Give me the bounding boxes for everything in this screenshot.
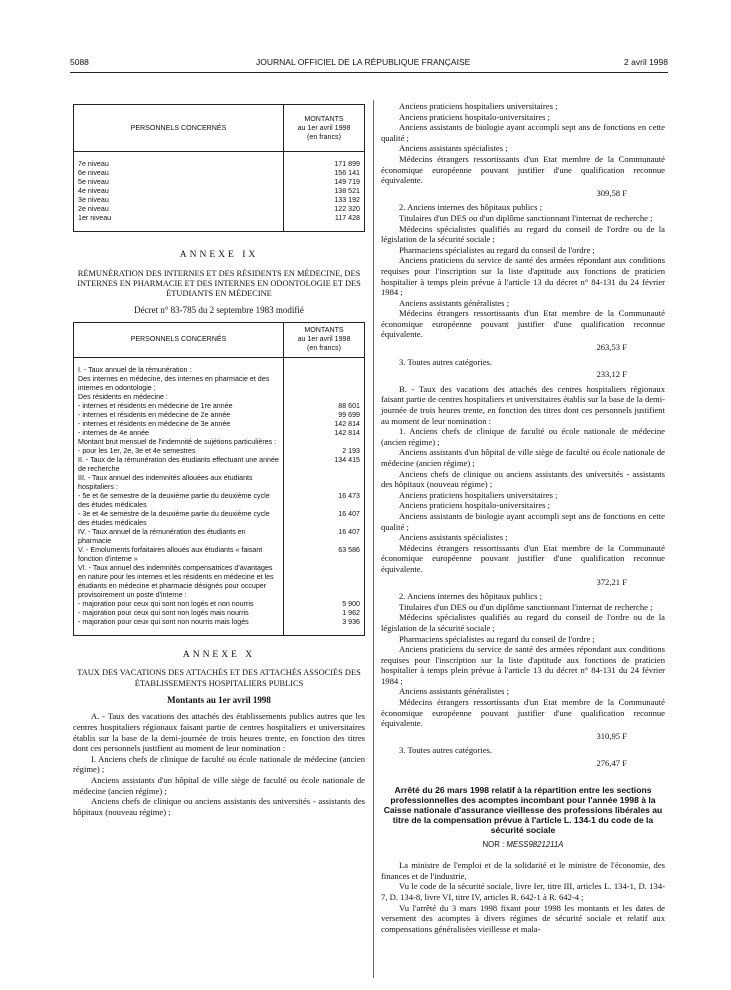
row-amount [284,393,365,402]
left-column [73,104,365,817]
paragraph: A. - Taux des vacations des attachés des établissements publics autres que les centres hospitaliers régionaux faisant partie de centres hospitaliers et universitaires établis sur la base de la demi-journée de trois heures trente, en fonction des titres dont ces personnels justifient au moment de leur nomination : [73,711,365,754]
annex-10-title: ANNEXE X [182,649,256,660]
paragraph: 3. Toutes autres catégories. [399,745,493,756]
page-number: 5088 [70,57,89,67]
row-amount [284,366,365,375]
paragraph: Médecins spécialistes qualifiés au regard du conseil de l'ordre ou de la législation de la sécurité sociale ; [381,612,665,633]
table-row [74,205,365,214]
row-label: - internes de 4e année [74,429,284,438]
table-header-montants: MONTANTS au 1er avril 1998 (en francs) [284,322,365,357]
paragraph: Médecins étrangers ressortissants d'un Etat membre de la Communauté économique européenne pouvant justifier d'une qualification reconnue équivalente. [381,153,665,186]
paragraph: I. Anciens chefs de clinique de faculté ou école nationale de médecine (ancien régime) ; [73,753,365,775]
spacer-cell [74,357,284,366]
row-label: - internes et résidents en médecine de 2e année [74,411,284,420]
nor-code: MESS9821211A [506,839,564,849]
paragraph: Anciens chefs de clinique ou anciens assistants des universités - assistants des hôpitaux (nouveau régime) ; [381,468,665,490]
table-row [74,402,365,411]
table-header-personnel: PERSONNELS CONCERNÉS [74,322,284,357]
row-amount: 171 899 [284,160,365,169]
spacer-cell [74,223,284,232]
row-label: I. - Taux annuel de la rémunération : [74,366,284,375]
paragraph: Titulaires d'un DES ou d'un diplôme sanctionnant l'internat de recherche ; [399,212,653,223]
row-label: II. - Taux de la rémunération des étudiants effectuant une année de recherche [74,456,284,474]
row-label: - majoration pour ceux qui sont non logés mais nourris [74,609,284,618]
spacer-cell [284,152,365,161]
spacer-cell [74,152,284,161]
annex-10-subtitle: TAUX DES VACATIONS DES ATTACHÉS ET DES ATTACHÉS ASSOCIÉS DES ÉTABLISSEMENTS HOSPITALIERS PUBLICS [77,668,361,688]
table-row [74,600,365,609]
row-label: 5e niveau [74,178,284,187]
paragraph: 1. Anciens chefs de clinique de faculté ou école nationale de médecine (ancien régime) ; [381,426,665,447]
annex-10-text [73,711,365,817]
paragraph: 2. Anciens internes des hôpitaux publics ; [399,591,542,602]
table-header-montants: MONTANTS au 1er avril 1998 (en francs) [284,105,365,152]
row-label: IV. - Taux annuel de la rémunération des étudiants en pharmacie [74,528,284,546]
row-amount [284,564,365,600]
row-label: 4e niveau [74,187,284,196]
table-row [74,393,365,402]
header-rule [70,72,668,73]
paragraph: La ministre de l'emploi et de la solidarité et le ministre de l'économie, des finances et de l'industrie, [381,860,665,881]
table-row [74,438,365,447]
annex-10-continued [381,101,665,769]
row-label: 6e niveau [74,169,284,178]
row-label: 2e niveau [74,205,284,214]
row-amount: 1 962 [284,609,365,618]
row-amount: 88 601 [284,402,365,411]
paragraph: Anciens assistants généralistes ; [399,297,510,308]
right-column [381,101,665,934]
column-divider [373,100,374,978]
paragraph: Anciens praticiens hospitalo-universitaires ; [399,111,551,122]
spacer-cell [74,627,284,636]
paragraph: Vu l'arrêté du 3 mars 1998 fixant pour 1998 les montants et les dates de versement des acomptes à divers régimes de sécurité sociale et relatif aux compensations généralisées vieillesse et mala- [381,902,665,934]
row-label: - internes et résidents en médecine de 1re année [74,402,284,411]
row-label: Montant brut mensuel de l'indemnité de sujétions particulières : [74,438,284,447]
table-row [74,187,365,196]
paragraph: Anciens assistants généralistes ; [399,686,510,697]
remuneration-table [73,322,365,636]
table-spacer [74,627,365,636]
table-row [74,510,365,528]
row-label: - internes et résidents en médecine de 3e année [74,420,284,429]
paragraph: Anciens praticiens hospitaliers universitaires ; [399,489,558,500]
row-amount: 142 814 [284,420,365,429]
paragraph: Titulaires d'un DES ou d'un diplôme sanctionnant l'internat de recherche ; [399,601,653,612]
table-row [74,366,365,375]
table-row [74,609,365,618]
nor-reference [381,840,665,851]
table-spacer [74,223,365,232]
row-amount: 134 415 [284,456,365,474]
row-amount: 16 407 [284,510,365,528]
table-row [74,420,365,429]
paragraph: Anciens praticiens hospitaliers universitaires ; [399,101,558,111]
row-label: V. - Emoluments forfaitaires alloués aux étudiants « faisant fonction d'interne » [74,546,284,564]
paragraph: 2. Anciens internes des hôpitaux publics ; [399,202,542,213]
table-row [74,375,365,393]
row-label: III. - Taux annuel des indemnités allouées aux étudiants hospitaliers : [74,474,284,492]
table-row [74,456,365,474]
row-amount: 156 141 [284,169,365,178]
table-row [74,411,365,420]
paragraph: B. - Taux des vacations des attachés des centres hospitaliers régionaux faisant partie de centres hospitaliers et universitaires établis sur la base de la demi-journée de trois heures trente, en fonction des titres dont ces personnels justifient au moment de leur nomination : [381,383,665,426]
table-spacer [74,357,365,366]
row-amount: 149 719 [284,178,365,187]
paragraph: Vu le code de la sécurité sociale, livre Ier, titre III, articles L. 134-1, D. 134-7, D. 134-8, livre VI, titre IV, articles R. 642-1 à R. 642-4 ; [381,881,665,903]
spacer-cell [284,627,365,636]
paragraph: Anciens assistants spécialistes ; [399,532,508,543]
row-label: Des résidents en médecine : [74,393,284,402]
nor-label: NOR : [482,839,505,849]
table-spacer [74,152,365,161]
rate-amount: 263,53 F [596,342,627,353]
table-row [74,169,365,178]
table-row [74,528,365,546]
row-label: VI. - Taux annuel des indemnités compensatrices d'avantages en nature pour les internes et les résidents en médecine et les étudiants en médecine et pharmacie désignés pour occuper provisoirement un poste d'interne : [74,564,284,600]
row-label: - majoration pour ceux qui sont non logés et non nourris [74,600,284,609]
paragraph: Anciens assistants de biologie ayant accompli sept ans de fonctions en cette qualité ; [381,510,665,532]
issue-date: 2 avril 1998 [624,57,668,67]
paragraph: Anciens praticiens du service de santé des armées répondant aux conditions requises pour l'inscription sur la liste d'aptitude aux fonctions de praticien hospitalier à temps plein prévue à l'article 13 du décret n° 84-131 du 24 février 1984 ; [381,644,665,686]
rate-amount: 372,21 F [596,576,627,587]
paragraph: Anciens assistants d'un hôpital de ville siège de faculté ou école nationale de médecine (ancien régime) ; [381,447,665,468]
row-label: 3e niveau [74,196,284,205]
salary-levels-table [73,104,365,232]
paragraph: Anciens assistants d'un hôpital de ville siège de faculté ou école nationale de médecine (ancien régime) ; [73,774,365,796]
rate-amount: 276,47 F [596,758,627,769]
row-amount: 63 586 [284,546,365,564]
row-amount: 99 699 [284,411,365,420]
row-amount: 16 407 [284,528,365,546]
row-amount: 142 814 [284,429,365,438]
annex-10-date: Montants au 1er avril 1998 [167,694,271,705]
paragraph: Médecins étrangers ressortissants d'un Etat membre de la Communauté économique européenne pouvant justifier d'une qualification reconnue équivalente. [381,697,665,729]
page-header [70,57,668,71]
row-amount: 133 192 [284,196,365,205]
row-label: - pour les 1er, 2e, 3e et 4e semestres [74,447,284,456]
annex-9-decree: Décret n° 83-785 du 2 septembre 1983 modifié [134,305,304,316]
row-amount: 16 473 [284,492,365,510]
row-label: Des internes en médecine, des internes en pharmacie et des internes en odontologie ; [74,375,284,393]
rate-amount: 233,12 F [596,369,627,380]
paragraph: Médecins étrangers ressortissants d'un Etat membre de la Communauté économique européenne pouvant justifier d'une qualification reconnue équivalente. [381,308,665,340]
row-label: 1er niveau [74,214,284,223]
row-label: - 3e et 4e semestre de la deuxième partie du deuxième cycle des études médicales [74,510,284,528]
table-header-personnel: PERSONNELS CONCERNÉS [74,105,284,152]
paragraph: Anciens praticiens du service de santé des armées répondant aux conditions requises pour l'inscription sur la liste d'aptitude aux fonctions de praticien hospitalier à temps plein prévue à l'article 13 du décret n° 84-131 du 24 février 1984 ; [381,255,665,298]
paragraph: Anciens praticiens hospitalo-universitaires ; [399,500,551,511]
table-row [74,196,365,205]
paragraph: Anciens chefs de clinique ou anciens assistants des universités - assistants des hôpitaux (nouveau régime) ; [73,796,365,817]
row-label: 7e niveau [74,160,284,169]
table-row [74,618,365,627]
table-row [74,546,365,564]
row-amount [284,375,365,393]
paragraph: 3. Toutes autres catégories. [399,356,493,367]
spacer-cell [284,223,365,232]
spacer-cell [284,357,365,366]
paragraph: Pharmaciens spécialistes au regard du conseil de l'ordre ; [399,244,595,255]
arrete-title: Arrêté du 26 mars 1998 relatif à la répartition entre les sections professionnelles des acomptes incombant pour l'année 1998 à la Caisse nationale d'assurance vieillesse des professions libérales au titre de la compensation prévue à l'article L. 134-1 du code de la sécurité sociale [383,784,663,836]
table-row [74,492,365,510]
rate-amount: 309,58 F [596,187,627,198]
paragraph: Pharmaciens spécialistes au regard du conseil de l'ordre ; [399,633,595,644]
table-row [74,178,365,187]
paragraph: Anciens assistants de biologie ayant accompli sept ans de fonctions en cette qualité ; [381,122,665,143]
table-row [74,474,365,492]
table-row [74,564,365,600]
row-amount: 5 900 [284,600,365,609]
annex-9-title: ANNEXE IX [179,250,259,260]
annex-9-subtitle: RÉMUNÉRATION DES INTERNES ET DES RÉSIDENTS EN MÉDECINE, DES INTERNES EN PHARMACIE ET DES INTERNES EN ODONTOLOGIE ET DES ÉTUDIANTS EN MÉDECINE [77,268,361,298]
table-row [74,160,365,169]
paragraph: Anciens assistants spécialistes ; [399,143,508,154]
row-label: - 5e et 6e semestre de la deuxième partie du deuxième cycle des études médicales [74,492,284,510]
row-amount: 3 936 [284,618,365,627]
journal-title: JOURNAL OFFICIEL DE LA RÉPUBLIQUE FRANÇAISE [256,57,471,67]
table-row [74,214,365,223]
row-amount: 138 521 [284,187,365,196]
row-amount [284,474,365,492]
row-amount: 2 193 [284,447,365,456]
table-row [74,429,365,438]
row-amount [284,438,365,447]
row-amount: 117 428 [284,214,365,223]
arrete-body [381,860,665,934]
table-row [74,447,365,456]
rate-amount: 310,95 F [596,730,627,741]
row-label: - majoration pour ceux qui sont non nourris mais logés [74,618,284,627]
row-amount: 122 320 [284,205,365,214]
paragraph: Médecins spécialistes qualifiés au regard du conseil de l'ordre ou de la législation de la sécurité sociale ; [381,223,665,245]
paragraph: Médecins étrangers ressortissants d'un Etat membre de la Communauté économique européenne pouvant justifier d'une qualification reconnue équivalente. [381,542,665,574]
